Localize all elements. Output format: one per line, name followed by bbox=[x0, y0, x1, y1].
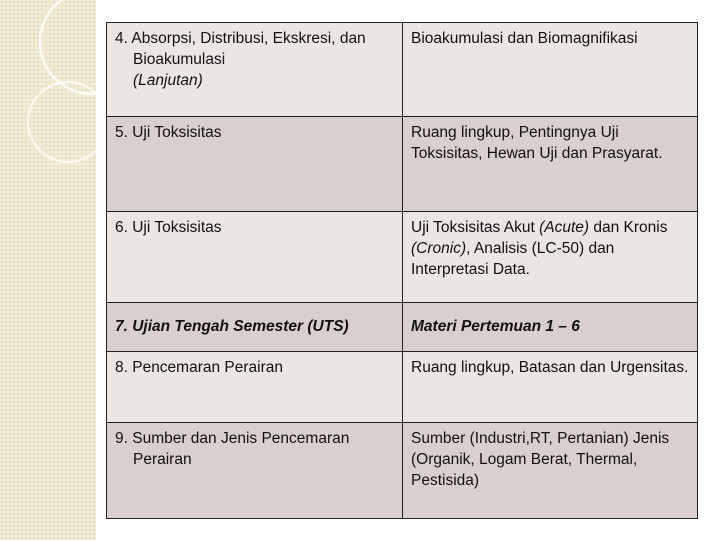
detail-text: Ruang lingkup, Batasan dan Urgensitas. bbox=[411, 359, 689, 376]
table-row bbox=[107, 303, 698, 352]
decorative-sidebar bbox=[0, 0, 96, 540]
detail-text-part: Uji Toksisitas Akut bbox=[411, 219, 540, 236]
topic-main-text: 4. Absorpsi, Distribusi, Ekskresi, dan Bioakumulasi bbox=[115, 30, 366, 68]
topic-text: 8. Pencemaran Perairan bbox=[115, 359, 284, 376]
detail-text-part: dan Kronis bbox=[589, 219, 668, 236]
topic-cell bbox=[107, 423, 403, 519]
detail-text: Bioakumulasi dan Biomagnifikasi bbox=[411, 30, 638, 47]
syllabus-table-container bbox=[106, 22, 698, 519]
topic-cell bbox=[107, 303, 403, 352]
detail-cell bbox=[403, 117, 698, 212]
syllabus-table bbox=[106, 22, 698, 519]
table-row bbox=[107, 117, 698, 212]
decorative-circles bbox=[0, 0, 96, 540]
detail-text-italic: (Acute) bbox=[539, 219, 590, 236]
topic-text: 9. Sumber dan Jenis Pencemaran Perairan bbox=[115, 430, 350, 468]
topic-text: 5. Uji Toksisitas bbox=[115, 124, 222, 141]
topic-cell bbox=[107, 117, 403, 212]
table-row bbox=[107, 23, 698, 117]
topic-note-text: (Lanjutan) bbox=[133, 72, 203, 89]
topic-cell bbox=[107, 352, 403, 423]
table-row bbox=[107, 352, 698, 423]
table-row bbox=[107, 423, 698, 519]
detail-cell bbox=[403, 212, 698, 303]
detail-text-part: , Analisis (LC-50) dan Interpretasi Data. bbox=[411, 240, 615, 278]
detail-cell bbox=[403, 303, 698, 352]
topic-text bbox=[115, 28, 394, 91]
detail-text: Ruang lingkup, Pentingnya Uji Toksisitas, Hewan Uji dan Prasyarat. bbox=[411, 124, 663, 162]
detail-cell bbox=[403, 23, 698, 117]
detail-text: Materi Pertemuan 1 – 6 bbox=[411, 317, 580, 335]
detail-text: Sumber (Industri,RT, Pertanian) Jenis (Organik, Logam Berat, Thermal, Pestisida) bbox=[411, 430, 670, 489]
detail-text-italic: (Cronic) bbox=[411, 240, 467, 257]
detail-cell bbox=[403, 423, 698, 519]
topic-cell bbox=[107, 212, 403, 303]
topic-cell bbox=[107, 23, 403, 117]
detail-cell bbox=[403, 352, 698, 423]
topic-text: 6. Uji Toksisitas bbox=[115, 219, 222, 236]
topic-text: 7. Ujian Tengah Semester (UTS) bbox=[115, 317, 349, 335]
table-row bbox=[107, 212, 698, 303]
